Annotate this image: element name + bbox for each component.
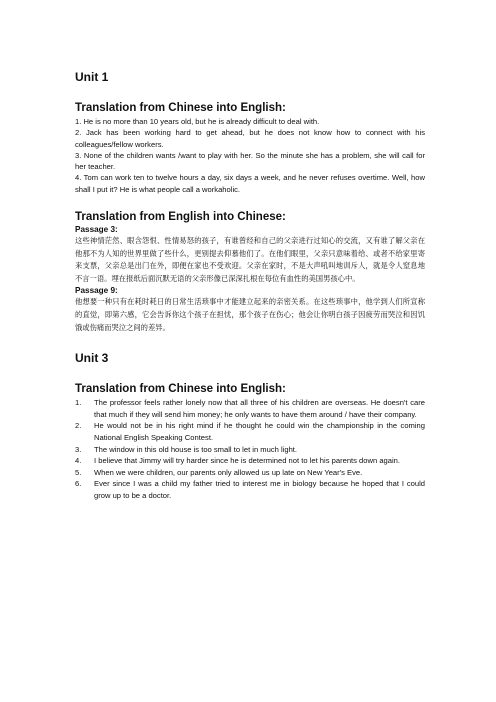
list-item-text: I believe that Jimmy will try harder since he is determined not to let his parents down again. bbox=[94, 456, 401, 466]
unit3-list bbox=[75, 397, 425, 501]
list-item-text: The professor feels rather lonely now that all three of his children are overseas. He doesn't care that much if they will send him money; he only wants to have them around / have their company. bbox=[94, 398, 425, 419]
passage9-label: Passage 9: bbox=[75, 286, 118, 296]
unit3-section1-title: Translation from Chinese into English: bbox=[75, 383, 286, 396]
list-item bbox=[75, 444, 425, 456]
list-item-number: 3. bbox=[75, 444, 82, 454]
list-item-number: 1. bbox=[75, 398, 82, 408]
list-item-text: The window in this old house is too small to let in much light. bbox=[94, 444, 298, 454]
passage3-label: Passage 3: bbox=[75, 225, 118, 235]
document-page bbox=[75, 70, 425, 502]
unit1-title: Unit 1 bbox=[75, 70, 109, 84]
list-item bbox=[75, 478, 425, 501]
unit1-section2-title: Translation from English into Chinese: bbox=[75, 211, 286, 224]
list-item-number: 6. bbox=[75, 479, 82, 489]
list-item bbox=[75, 467, 425, 479]
list-item bbox=[75, 397, 425, 420]
list-item-text: When we were children, our parents only allowed us up late on New Year's Eve. bbox=[94, 467, 363, 477]
list-item-number: 4. bbox=[75, 456, 82, 466]
passage9-text: 他想要一种只有在耗时耗日的日常生活琐事中才能建立起来的亲密关系。在这些琐事中，他学到人们所宣称的直觉，即第六感，它会告诉你这个孩子在担忧，那个孩子在伤心；他会让你明白孩子因疲劳而哭泣和因饥饿或伤痛而哭泣之间的差异。 bbox=[75, 297, 425, 332]
unit1-item-3: 3. None of the children wants /want to play with her. So the minute she has a problem, she will call for her teacher. bbox=[75, 150, 425, 172]
unit1-item-2: 2. Jack has been working hard to get ahead, but he does not know how to connect with his colleagues/fellow workers. bbox=[75, 128, 425, 149]
list-item-number: 2. bbox=[75, 421, 82, 431]
list-item-text: He would not be in his right mind if he thought he could win the championship in the coming National English Speaking Contest. bbox=[94, 421, 425, 443]
list-item bbox=[75, 420, 425, 443]
unit1-item-4: 4. Tom can work ten to twelve hours a day, six days a week, and he never refuses overtime. Well, how shall I put it? He is what people call a workaholic. bbox=[75, 173, 425, 194]
unit1-section1-title: Translation from Chinese into English: bbox=[75, 102, 286, 114]
unit3-title: Unit 3 bbox=[75, 351, 109, 366]
unit1-item-1: 1. He is no more than 10 years old, but he is already difficult to deal with. bbox=[75, 117, 320, 126]
passage3-text: 这些神情茫然、眼含怨恨、性情易怒的孩子，有谁曾经和自己的父亲进行过知心的交流，又有谁了解父亲在他那不为人知的世界里做了些什么，更别提去仰慕他们了。在他们眼里，父亲只意味着给、或者不给家里寄来支票，父亲总是出门在外，即便在家也不受欢迎。父亲在家时，不是大声吼叫地训斥人，就是令人窒息地不言一语。埋在报纸后面沉默无语的父亲形像已深深扎根在每位有血性的美国男孩心中。 bbox=[75, 236, 425, 283]
list-item-number: 5. bbox=[75, 467, 82, 477]
list-item-text: Ever since I was a child my father tried to interest me in biology because he hoped that I could grow up to be a doctor. bbox=[94, 479, 425, 500]
list-item bbox=[75, 455, 425, 467]
